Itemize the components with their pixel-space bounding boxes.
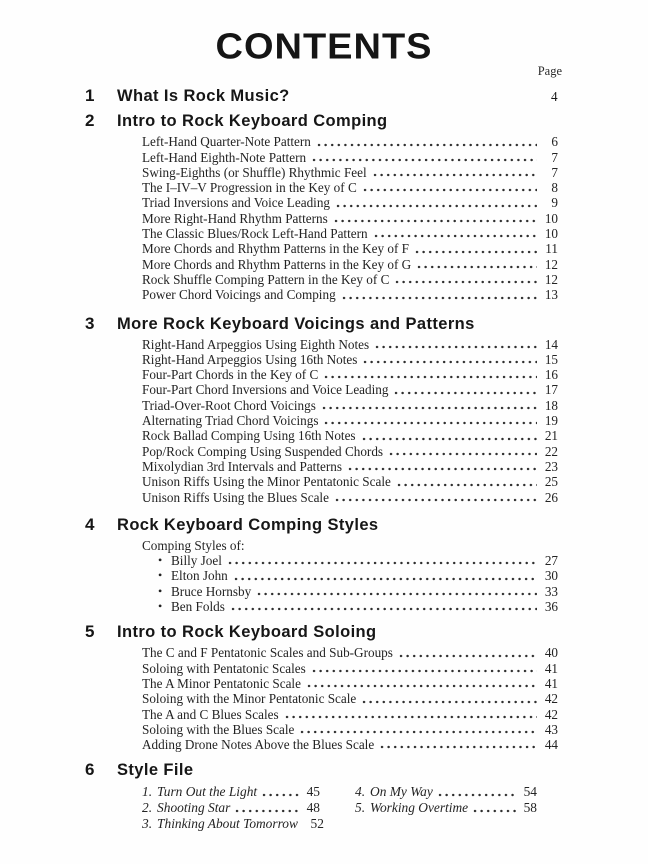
toc-item-label: More Right-Hand Rhythm Patterns [142,210,328,226]
dot-leader [262,784,299,800]
page-number: 58 [523,799,537,815]
toc-item [158,568,558,583]
toc-item [142,382,558,397]
dot-leader [395,272,537,287]
page-number: 13 [544,287,558,303]
page-number: 44 [544,737,558,753]
toc-item [158,584,558,599]
toc-item [142,367,558,382]
dot-leader [335,490,537,505]
page-number: 30 [544,568,558,584]
toc-item-label: The I–IV–V Progression in the Key of C [142,180,357,196]
toc-item [142,272,558,287]
page-number: 43 [544,721,558,737]
toc-item [142,428,558,443]
dot-leader [285,707,537,722]
toc-item-label: Mixolydian 3rd Intervals and Patterns [142,458,342,474]
dot-leader [231,599,537,614]
toc-item-label: More Chords and Rhythm Patterns in the Key of G [142,256,412,272]
chapter-title: What Is Rock Music? [117,87,290,105]
dot-leader [362,428,537,443]
chapter-items [142,538,558,614]
toc-item [142,691,558,706]
song-number: 4. [355,784,366,800]
bullet-icon [158,553,171,568]
toc-item [142,287,558,302]
chapter-row [85,623,558,641]
toc-item [142,134,558,149]
song-item [142,815,324,832]
toc-item [142,722,558,737]
toc-item-label: Rock Ballad Comping Using 16th Notes [142,428,356,444]
toc-item [142,241,558,256]
toc-item [142,474,558,489]
chapter-row [85,516,558,534]
toc-item-label: Power Chord Voicings and Comping [142,287,336,303]
chapter-title: Intro to Rock Keyboard Comping [117,112,388,131]
toc-item [142,490,558,505]
toc-item-label: Soloing with the Blues Scale [142,721,295,737]
dot-leader [363,180,537,195]
dot-leader [322,398,537,413]
page-number: 42 [544,706,558,722]
toc-item-label: Ben Folds [171,599,225,615]
page-number: 10 [544,210,558,226]
toc-item-label: Triad-Over-Root Chord Voicings [142,397,316,413]
toc-item-label: Four-Part Chord Inversions and Voice Leading [142,382,389,398]
song-title: On My Way [370,784,433,800]
page-number: 11 [545,241,558,257]
song-item [355,784,537,800]
page-number: 33 [544,583,558,599]
songs-column-right [355,784,537,831]
toc-item [142,459,558,474]
page-number: 6 [551,134,558,150]
toc-item-label: The A and C Blues Scales [142,706,279,722]
chapter-number: 6 [85,760,95,780]
toc-item-label: Soloing with Pentatonic Scales [142,660,306,676]
chapter-title: Rock Keyboard Comping Styles [117,515,379,534]
toc-item [158,599,558,614]
dot-leader [374,226,537,241]
page-number: 10 [544,226,558,242]
toc-item [158,553,558,568]
dot-leader [373,165,537,180]
song-item [142,784,320,800]
page-number: 12 [544,256,558,272]
chapter-title: Style File [117,761,194,780]
chapter-number: 5 [85,622,95,642]
toc-item-label: The C and F Pentatonic Scales and Sub-Groups [142,645,393,661]
toc-item-label: Four-Part Chords in the Key of C [142,367,319,383]
page-number: 22 [544,443,558,459]
dot-leader [234,568,537,583]
song-title: Shooting Star [157,799,231,815]
page-number: 18 [544,397,558,413]
page-number: 7 [551,149,558,165]
toc-item-label: Left-Hand Eighth-Note Pattern [142,149,307,165]
page-number: 41 [544,660,558,676]
dot-leader [375,337,537,352]
dot-leader [397,474,537,489]
dot-leader [342,287,537,302]
chapter-1 [85,88,558,103]
chapter-number: 2 [85,111,95,131]
toc-item-label: Triad Inversions and Voice Leading [142,195,331,211]
chapter-row [85,315,558,333]
dot-leader [300,722,537,737]
chapter-items [142,645,558,752]
page-number: 15 [544,351,558,367]
dot-leader [324,413,537,428]
dot-leader [438,784,516,800]
page-number: 12 [544,271,558,287]
toc-item [142,165,558,180]
dot-leader [307,676,537,691]
page-number: 27 [544,553,558,569]
dot-leader [363,352,537,367]
dot-leader [417,257,537,272]
dot-leader [336,195,537,210]
chapter-number: 1 [85,86,95,105]
toc-item-label: Unison Riffs Using the Blues Scale [142,489,329,505]
song-item [355,800,537,816]
page-number: 17 [544,382,558,398]
chapter-number: 4 [85,514,95,534]
song-title: Turn Out the Light [157,784,258,800]
toc-item [142,737,558,752]
toc-item [142,413,558,428]
toc-item [142,211,558,226]
page-number: 8 [551,180,558,196]
table-of-contents [85,88,558,831]
toc-item-label: More Chords and Rhythm Patterns in the Key of F [142,241,410,257]
page-number: 9 [551,195,558,211]
dot-leader [394,382,537,397]
toc-item [142,676,558,691]
page-number: 26 [544,489,558,505]
toc-item [142,707,558,722]
toc-item [142,645,558,660]
dot-leader [312,150,537,165]
dot-leader [235,800,299,816]
toc-item [142,337,558,352]
comping-styles-intro: Comping Styles of: [142,537,245,553]
bullet-icon [158,568,171,583]
page-number: 48 [306,799,320,815]
page-number: 45 [306,784,320,800]
toc-item [142,661,558,676]
toc-item-label: Rock Shuffle Comping Pattern in the Key of C [142,271,390,287]
chapter-2 [85,112,558,302]
toc-item-label: Billy Joel [171,553,222,569]
dot-leader [389,444,537,459]
dot-leader [380,737,537,752]
toc-item-label: Alternating Triad Chord Voicings [142,413,319,429]
toc-item-label: Left-Hand Quarter-Note Pattern [142,134,311,150]
page-number: 23 [544,458,558,474]
bullet-icon [158,599,171,614]
toc-item-label: Elton John [171,568,228,584]
page-number: 21 [544,428,558,444]
chapter-6 [85,761,558,779]
page-number: 19 [544,413,558,429]
song-number: 2. [142,799,153,815]
toc-item-label: The Classic Blues/Rock Left-Hand Pattern [142,226,368,242]
dot-leader [473,800,516,816]
page-number: 42 [544,691,558,707]
song-title: Thinking About Tomorrow [157,815,298,831]
page-number: 52 [310,815,324,831]
chapter-row [85,112,558,130]
song-number: 5. [355,799,366,815]
toc-item [142,352,558,367]
toc-item-label: Soloing with the Minor Pentatonic Scale [142,691,357,707]
page-title: CONTENTS [215,27,433,67]
toc-item-label: Right-Hand Arpeggios Using Eighth Notes [142,336,370,352]
page-number: 7 [551,164,558,180]
toc-item [142,180,558,195]
toc-item-label: Unison Riffs Using the Minor Pentatonic Scale [142,474,391,490]
chapter-title: More Rock Keyboard Voicings and Patterns [117,314,475,333]
toc-item [142,226,558,241]
chapter-number: 3 [85,313,95,333]
toc-item [142,195,558,210]
dot-leader [324,367,537,382]
toc-item-label: Swing-Eighths (or Shuffle) Rhythmic Feel [142,164,367,180]
toc-item-label: The A Minor Pentatonic Scale [142,675,301,691]
song-title: Working Overtime [370,799,469,815]
toc-item-label: Right-Hand Arpeggios Using 16th Notes [142,351,358,367]
dot-leader [312,661,537,676]
page-number: 40 [544,645,558,661]
toc-item [142,398,558,413]
page-column-label: Page [537,64,562,78]
toc-item [142,150,558,165]
chapter-5 [85,623,558,752]
toc-item-label: Adding Drone Notes Above the Blues Scale [142,737,375,753]
toc-item [142,444,558,459]
chapter-title: Intro to Rock Keyboard Soloing [117,623,377,642]
toc-item [142,257,558,272]
chapter-items [142,337,558,505]
toc-item-label: Pop/Rock Comping Using Suspended Chords [142,443,384,459]
dot-leader [362,691,537,706]
dot-leader [415,241,537,256]
dot-leader [334,211,537,226]
page-number: 4 [551,89,558,104]
chapter-row [85,88,558,103]
song-item [142,800,320,816]
style-file-songs [142,784,558,831]
dot-leader [348,459,537,474]
dot-leader [399,645,537,660]
dot-leader [257,584,537,599]
page-number: 14 [544,336,558,352]
song-number: 3. [142,815,153,831]
chapter-4 [85,516,558,614]
chapter-items [142,134,558,302]
toc-item-label: Bruce Hornsby [171,583,252,599]
page-number: 16 [544,367,558,383]
page-number: 36 [544,599,558,615]
page-number: 41 [544,675,558,691]
page-number: 54 [523,784,537,800]
song-number: 1. [142,784,153,800]
dot-leader [228,553,537,568]
songs-column-left [142,784,324,831]
bullet-icon [158,584,171,599]
dot-leader [317,134,537,149]
chapter-3 [85,315,558,505]
chapter-row [85,761,558,779]
page-number: 25 [544,474,558,490]
